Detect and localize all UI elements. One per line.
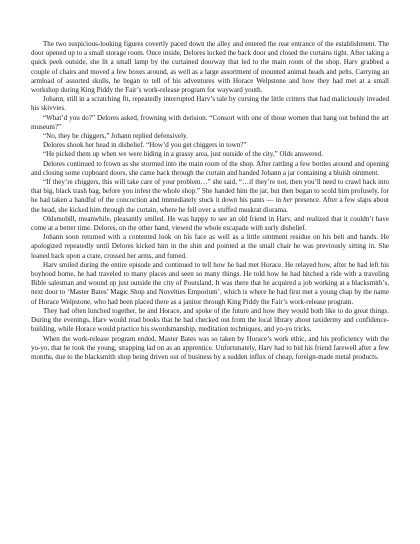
paragraph-6: “He picked them up when we were hiding in a grassy area, just outside of the city,” Olds answered.	[43, 150, 323, 159]
document-body	[31, 40, 389, 362]
paragraph-8: “If they’re chiggers, this will take care of your problem…” she said, “…if they’re not, then you’ll need to crawl back into that big, black trash bag, before you infest the whole shop.” She handed him the jar, but then began to scold him profusely, for he had taken a handful of the concoction and immediately stuck it down his pants — in her presence. After a few slaps about the head, she kicked him through the curtain, where he fell over a stuffed muskrat diorama.	[31, 178, 389, 214]
emphasis: her	[283, 196, 293, 205]
paragraph-10: Johann soon returned with a contented look on his face as well as a little ointment residue on his belt and hands. He apologized repeatedly until Delores kicked him in the shin and pointed at the small chair he was previously sitting in. She leaned back upon a crate, crossed her arms, and fumed.	[31, 233, 389, 260]
paragraph-4: “No, they be chiggers,” Johann replied defensively.	[43, 132, 188, 141]
paragraph-9: Oldsmobill, meanwhile, pleasantly smiled. He was happy to see an old friend in Harv, and realized that it couldn’t have come at a better time. Delores, on the other hand, viewed the whole escapade with surly disbelief.	[31, 214, 389, 233]
paragraph-13: When the work-release program ended, Master Bates was so taken by Horace’s work ethic, and his proficiency with the yo-yo, that he took the young, strapping lad on as an apprentice. Unfortunately, Harv had to bid his friend farewell after a few months, due to the blacksmith shop being driven out of business by a sudden influx of cheap, foreign-made metal products.	[31, 334, 389, 361]
paragraph-7: Delores continued to frown as she stormed into the main room of the shop. After rattling a few bottles around and opening and closing some cupboard doors, she came back through the curtain and handed Johann a jar containing a bluish ointment.	[31, 159, 389, 177]
paragraph-1: The two suspicious-looking figures covertly paced down the alley and entered the rear entrance of the establishment. The door opened up to a small storage room. Once inside, Delores locked the back door and closed the curtains tight. After taking a quick peek outside, she lit a small lamp by the curtained doorway that led to the main room of the shop. Harv grabbed a couple of chairs and moved a few boxes around, as well as a large assortment of mounted animal heads and pelts. Carrying an armload of assorted skulls, he began to tell of his adventures with Horace Welpstone and how they had met at a small workshop during King Piddy the Fair’s work-release program for wayward youth.	[31, 40, 389, 95]
paragraph-2: Johann, still in a scratching fit, repeatedly interrupted Harv’s tale by cursing the little critters that had maliciously invaded his skivvies.	[31, 95, 389, 113]
paragraph-11: Harv smiled during the entire episode and continued to tell how he had met Horace. He relayed how, after he had left his boyhood home, he had traveled to many places and seen so many things. He told how he had hitched a ride with a traveling Bible salesman and wound up just outside the city of Poutsland. It was there that he acquired a job working at a blacksmith’s, next door to ‘Master Bates’ Magic Shop and Novelties Emporium’, which is where he had first met a young chap by the name of Horace Welpstone, who had been placed there as a janitor through King Piddy the Fair’s work-release program.	[31, 260, 389, 306]
paragraph-3: “What’d you do?” Delores asked, frowning with derision. “Consort with one of those women that hang out behind the art museum?”	[31, 113, 389, 131]
paragraph-5: Delores shook her head in disbelief. “How’d you get chiggers in town?”	[43, 141, 247, 150]
paragraph-12: They had often lunched together, he and Horace, and spoke of the future and how they would both like to do great things. During the evenings, Harv would read books that he had checked out from the local library about taxidermy and confidence-building, while Horace would practice his swordsmanship, meditation techniques, and yo-yo tricks.	[31, 306, 389, 334]
